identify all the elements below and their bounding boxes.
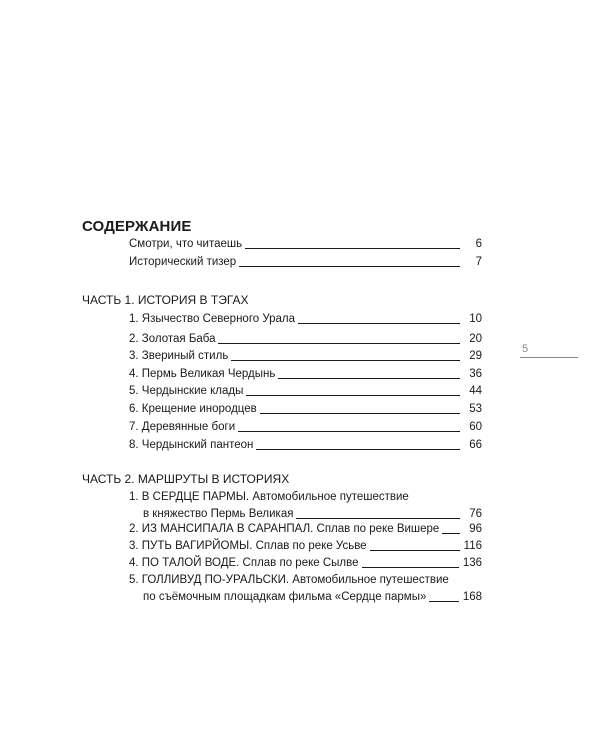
toc-entry-page: 136: [462, 557, 482, 569]
toc-entry-label: 4. Пермь Великая Чердынь: [129, 368, 276, 380]
toc-entry-label-line2: по съёмочным площадкам фильма «Сердце пармы»: [143, 591, 427, 603]
toc-entry-page: 96: [469, 523, 482, 535]
toc-entry[interactable]: [129, 349, 482, 363]
toc-entry-page: 20: [469, 333, 482, 345]
toc-entry-label-line1: 1. В СЕРДЦЕ ПАРМЫ. Автомобильное путешествие: [129, 491, 409, 503]
toc-entry-label: 6. Крещение инородцев: [129, 403, 257, 415]
toc-entry-page: 60: [469, 421, 482, 433]
toc-title: СОДЕРЖАНИЕ: [82, 218, 192, 235]
leader-line: [238, 431, 460, 432]
leader-line: [278, 378, 460, 379]
leader-line: [429, 601, 458, 602]
leader-line: [296, 518, 460, 519]
toc-entry[interactable]: [129, 384, 482, 398]
toc-entry-page: 7: [475, 256, 482, 268]
leader-line: [442, 533, 460, 534]
toc-entry-page: 116: [463, 540, 482, 552]
toc-entry-page: 29: [469, 350, 482, 362]
leader-line: [239, 266, 460, 267]
toc-entry[interactable]: [143, 590, 482, 604]
leader-line: [231, 360, 460, 361]
toc-entry[interactable]: [129, 367, 482, 381]
toc-entry-label: 7. Деревянные боги: [129, 421, 236, 433]
toc-entry-label: Смотри, что читаешь: [129, 238, 243, 250]
toc-entry[interactable]: [129, 402, 482, 416]
leader-line: [218, 343, 460, 344]
leader-line: [245, 248, 460, 249]
toc-entry-page: 66: [469, 439, 482, 451]
leader-line: [246, 395, 460, 396]
toc-entry-label-line2: в княжество Пермь Великая: [143, 508, 294, 520]
toc-entry[interactable]: [129, 522, 482, 536]
toc-entry[interactable]: [129, 237, 482, 251]
toc-entry[interactable]: [129, 312, 482, 326]
toc-entry-label: 3. ПУТЬ ВАГИРЙОМЫ. Сплав по реке Усьве: [129, 540, 367, 552]
toc-entry-page: 76: [469, 508, 482, 520]
toc-entry[interactable]: [129, 332, 482, 346]
leader-line: [260, 413, 460, 414]
toc-entry-page: 36: [469, 368, 482, 380]
toc-entry-label: 2. Золотая Баба: [129, 333, 216, 345]
toc-entry-page: 168: [462, 591, 482, 603]
part-2-title: ЧАСТЬ 2. МАРШРУТЫ В ИСТОРИЯХ: [82, 472, 290, 486]
toc-entry[interactable]: [129, 438, 482, 452]
toc-entry[interactable]: [129, 255, 482, 269]
toc-entry-label: Исторический тизер: [129, 256, 237, 268]
part-1-title: ЧАСТЬ 1. ИСТОРИЯ В ТЭГАХ: [82, 293, 249, 307]
toc-entry-label: 2. ИЗ МАНСИПАЛА В САРАНПАЛ. Сплав по реке Вишере: [129, 523, 440, 535]
toc-entry-page: 6: [475, 238, 482, 250]
toc-entry-label: 8. Чердынский пантеон: [129, 439, 254, 451]
folio-rule: [520, 357, 578, 358]
page-number: 5: [522, 343, 529, 355]
toc-entry-page: 53: [469, 403, 482, 415]
toc-entry[interactable]: [129, 539, 482, 553]
toc-entry-page: 44: [469, 385, 482, 397]
toc-entry[interactable]: [143, 507, 482, 521]
toc-entry-label: 5. Чердынские клады: [129, 385, 244, 397]
leader-line: [256, 449, 460, 450]
leader-line: [298, 323, 460, 324]
toc-entry-label-line1: 5. ГОЛЛИВУД ПО-УРАЛЬСКИ. Автомобильное путешествие: [129, 574, 449, 586]
leader-line: [370, 550, 460, 551]
leader-line: [362, 567, 459, 568]
toc-entry-label: 3. Звериный стиль: [129, 350, 229, 362]
toc-entry-label: 1. Язычество Северного Урала: [129, 313, 296, 325]
toc-entry-page: 10: [469, 313, 482, 325]
toc-entry[interactable]: [129, 556, 482, 570]
toc-entry[interactable]: [129, 420, 482, 434]
toc-entry-label: 4. ПО ТАЛОЙ ВОДЕ. Сплав по реке Сылве: [129, 557, 359, 569]
